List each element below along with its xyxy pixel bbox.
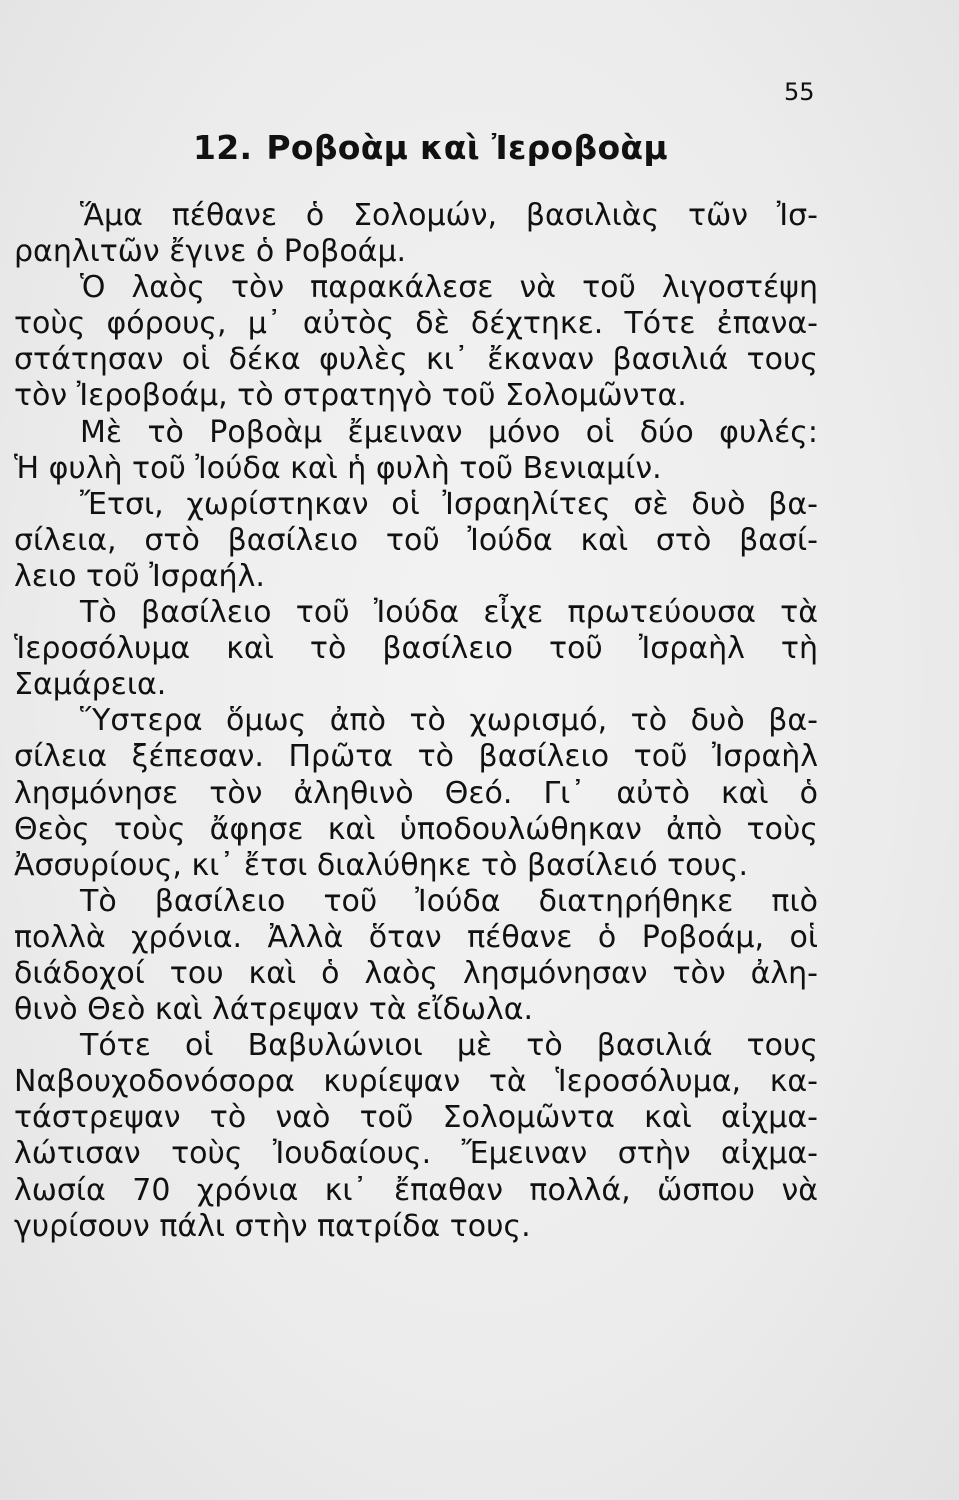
text-line: Ἅμα πέθανε ὁ Σολομών, βασιλιὰς τῶν Ἰσ-: [80, 198, 818, 233]
text-line: Ναβουχοδονόσορα κυρίεψαν τὰ Ἱεροσόλυμα, κα-: [14, 1064, 818, 1100]
chapter-title-text: Ροβοὰμ καὶ Ἰεροβοὰμ: [266, 128, 668, 167]
text-line: Θεὸς τοὺς ἄφησε καὶ ὑποδουλώθηκαν ἀπὸ τοὺς: [14, 811, 818, 847]
text-line: λησμόνησε τὸν ἀληθινὸ Θεό. Γι᾿ αὐτὸ καὶ ὁ: [14, 775, 818, 811]
text-line: λειο τοῦ Ἰσραήλ.: [14, 558, 265, 594]
text-line: Τὸ βασίλειο τοῦ Ἰούδα διατηρήθηκε πιὸ: [80, 883, 818, 919]
text-line: Ἔτσι, χωρίστηκαν οἱ Ἰσραηλίτες σὲ δυὸ βα-: [80, 486, 818, 522]
text-line: Ἱεροσόλυμα καὶ τὸ βασίλειο τοῦ Ἰσραὴλ τὴ: [14, 631, 818, 667]
text-line: σίλεια, στὸ βασίλειο τοῦ Ἰούδα καὶ στὸ βασί-: [14, 522, 818, 558]
text-line: Τότε οἱ Βαβυλώνιοι μὲ τὸ βασιλιά τους: [80, 1028, 818, 1064]
text-line: πολλὰ χρόνια. Ἀλλὰ ὅταν πέθανε ὁ Ροβοάμ, οἱ: [14, 919, 818, 955]
text-line: Ἡ φυλὴ τοῦ Ἰούδα καὶ ἡ φυλὴ τοῦ Βενιαμίν.: [14, 450, 662, 486]
text-line: τὸν Ἰεροβοάμ, τὸ στρατηγὸ τοῦ Σολομῶντα.: [14, 378, 687, 414]
text-line: σίλεια ξέπεσαν. Πρῶτα τὸ βασίλειο τοῦ Ἰσραὴλ: [14, 739, 818, 775]
text-line: ραηλιτῶν ἔγινε ὁ Ροβοάμ.: [14, 234, 407, 270]
text-line: στάτησαν οἱ δέκα φυλὲς κι᾿ ἔκαναν βασιλιά τους: [14, 342, 818, 378]
chapter-title: [193, 128, 668, 167]
body-text: [14, 198, 818, 1245]
text-line: Ὕστερα ὅμως ἀπὸ τὸ χωρισμό, τὸ δυὸ βα-: [80, 703, 818, 739]
text-line: λώτισαν τοὺς Ἰουδαίους. Ἔμειναν στὴν αἰχμα-: [14, 1136, 818, 1172]
page-number: 55: [784, 78, 815, 106]
text-line: Ἀσσυρίους, κι᾿ ἔτσι διαλύθηκε τὸ βασίλειό τους.: [14, 847, 749, 883]
text-line: Σαμάρεια.: [14, 667, 167, 703]
text-line: διάδοχοί του καὶ ὁ λαὸς λησμόνησαν τὸν ἀλη-: [14, 955, 818, 991]
text-line: τοὺς φόρους, μ᾿ αὐτὸς δὲ δέχτηκε. Τότε ἐπανα-: [14, 306, 818, 342]
text-line: Μὲ τὸ Ροβοὰμ ἔμειναν μόνο οἱ δύο φυλές:: [80, 414, 818, 450]
text-line: λωσία 70 χρόνια κι᾿ ἔπαθαν πολλά, ὥσπου νὰ: [14, 1172, 818, 1208]
text-line: θινὸ Θεὸ καὶ λάτρεψαν τὰ εἴδωλα.: [14, 992, 534, 1028]
text-line: γυρίσουν πάλι στὴν πατρίδα τους.: [14, 1208, 531, 1244]
text-line: τάστρεψαν τὸ ναὸ τοῦ Σολομῶντα καὶ αἰχμα-: [14, 1100, 818, 1136]
chapter-number: 12.: [193, 128, 253, 167]
text-line: Ὁ λαὸς τὸν παρακάλεσε νὰ τοῦ λιγοστέψη: [80, 270, 818, 306]
text-line: Τὸ βασίλειο τοῦ Ἰούδα εἶχε πρωτεύουσα τὰ: [80, 595, 818, 631]
